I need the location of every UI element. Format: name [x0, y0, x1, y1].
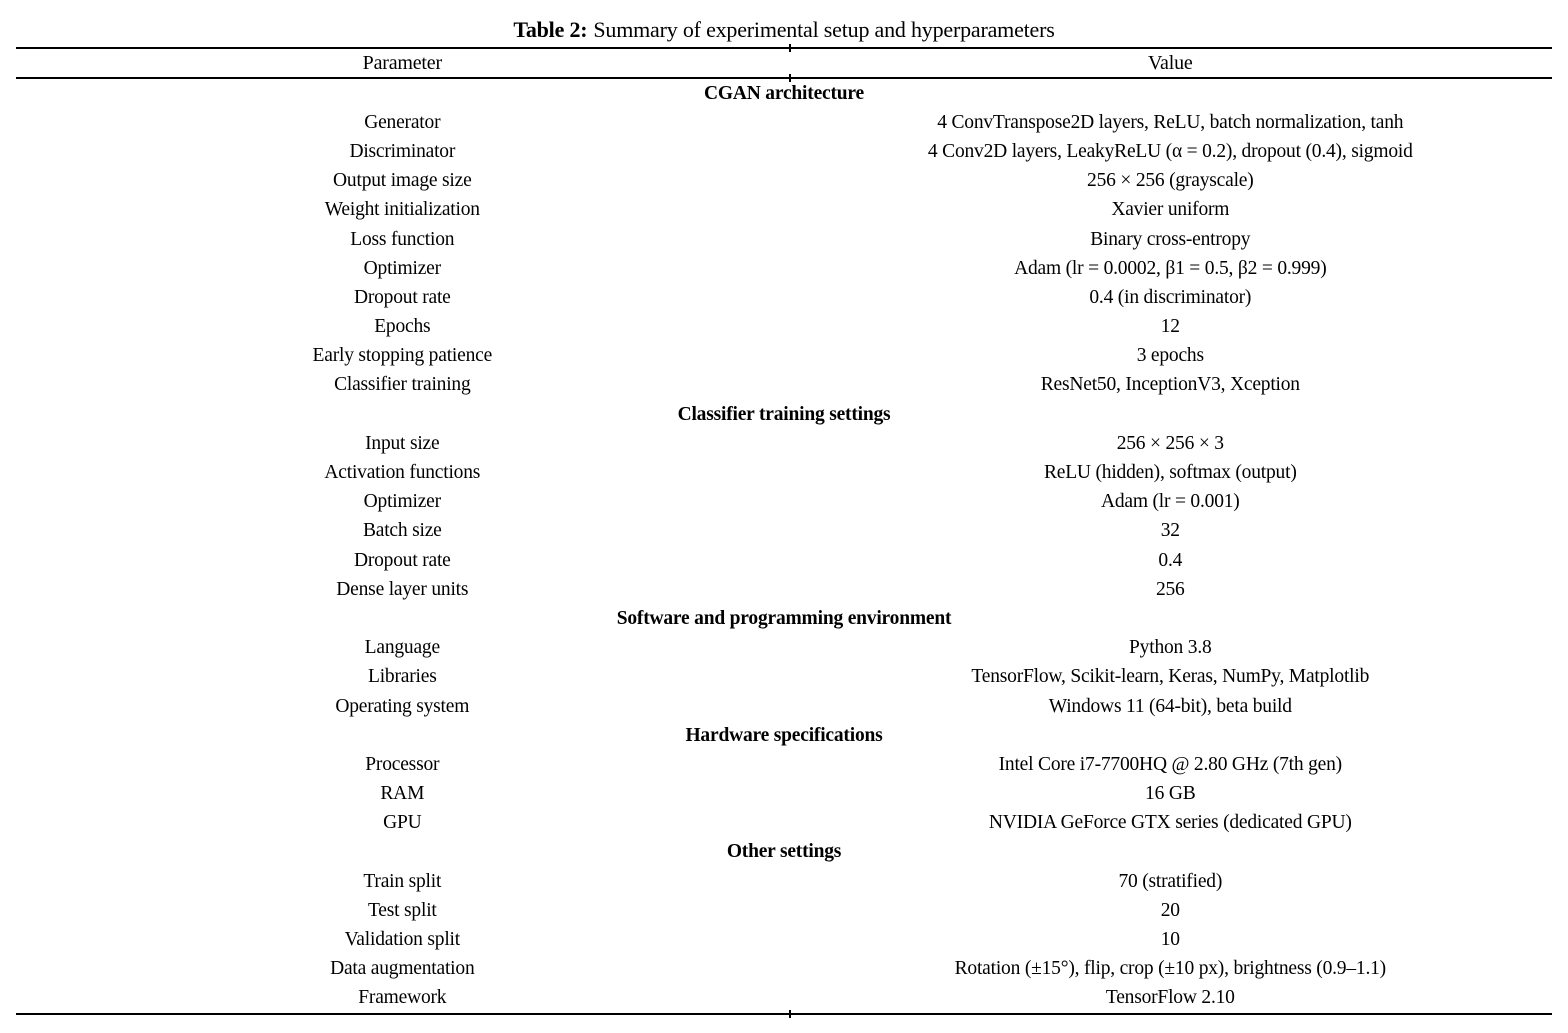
table-header-row	[16, 49, 1552, 77]
table-row	[16, 429, 1552, 458]
table-row	[16, 780, 1552, 809]
table-row	[16, 896, 1552, 925]
table-row	[16, 750, 1552, 779]
value-cell: 3 epochs	[1136, 345, 1204, 367]
parameter-cell: Epochs	[374, 316, 431, 338]
parameter-cell: Dropout rate	[353, 286, 451, 308]
table-row	[16, 342, 1552, 371]
parameter-cell: Weight initialization	[324, 199, 480, 221]
table-row	[16, 283, 1552, 312]
value-cell: ResNet50, InceptionV3, Xception	[1040, 374, 1300, 396]
parameter-cell: Processor	[365, 753, 440, 775]
value-cell: Intel Core i7-7700HQ @ 2.80 GHz (7th gen)	[998, 753, 1342, 775]
table-caption-label: Table 2:	[513, 16, 588, 42]
parameter-cell: Optimizer	[363, 257, 441, 279]
value-cell: Python 3.8	[1129, 637, 1212, 659]
header-rule	[16, 77, 1552, 79]
table-row	[16, 517, 1552, 546]
parameter-cell: Early stopping patience	[312, 345, 493, 367]
table-row	[16, 137, 1552, 166]
parameter-cell: Data augmentation	[330, 958, 475, 980]
parameter-cell: Input size	[365, 432, 440, 454]
value-cell: 0.4	[1158, 549, 1183, 571]
value-cell: Rotation (±15°), flip, crop (±10 px), brightness (0.9–1.1)	[954, 958, 1386, 980]
value-cell: 70 (stratified)	[1118, 870, 1223, 892]
table-row	[16, 313, 1552, 342]
table-row	[16, 167, 1552, 196]
table-caption	[16, 0, 1552, 47]
table-row	[16, 663, 1552, 692]
table-row	[16, 108, 1552, 137]
parameter-cell: Libraries	[368, 666, 437, 688]
parameter-cell: Operating system	[335, 695, 470, 717]
table-row	[16, 458, 1552, 487]
parameter-cell: Dropout rate	[353, 549, 451, 571]
parameter-cell: Language	[364, 637, 440, 659]
table-body	[16, 79, 1552, 1013]
experiment-setup-table	[16, 0, 1552, 1015]
table-row	[16, 809, 1552, 838]
section-header-hardware-specifications: Hardware specifications	[685, 724, 883, 746]
table-row	[16, 955, 1552, 984]
parameter-cell: Validation split	[344, 929, 460, 951]
value-cell: 256 × 256 × 3	[1116, 432, 1224, 454]
parameter-cell: Generator	[364, 111, 441, 133]
column-header-parameter: Parameter	[362, 51, 442, 74]
table-row	[16, 867, 1552, 896]
table-row	[16, 254, 1552, 283]
table-row	[16, 692, 1552, 721]
value-cell: 32	[1160, 520, 1180, 542]
column-divider-tick	[789, 44, 791, 52]
parameter-cell: RAM	[380, 783, 425, 805]
value-cell: 20	[1160, 899, 1180, 921]
value-cell: 16 GB	[1145, 783, 1196, 805]
value-cell: Windows 11 (64-bit), beta build	[1048, 695, 1292, 717]
bottom-rule	[16, 1013, 1552, 1015]
value-cell: Adam (lr = 0.001)	[1100, 491, 1240, 513]
table-row	[16, 225, 1552, 254]
parameter-cell: Activation functions	[324, 462, 481, 484]
top-rule	[16, 47, 1552, 49]
column-divider-tick	[789, 1010, 791, 1018]
parameter-cell: Classifier training	[334, 374, 471, 396]
parameter-cell: Dense layer units	[336, 578, 469, 600]
parameter-cell: Train split	[363, 870, 442, 892]
table-row	[16, 371, 1552, 400]
value-cell: 10	[1160, 929, 1180, 951]
column-divider-tick	[789, 74, 791, 82]
value-cell: ReLU (hidden), softmax (output)	[1043, 462, 1297, 484]
section-header-cgan-architecture: CGAN architecture	[704, 82, 864, 104]
table-row	[16, 634, 1552, 663]
table-caption-text: Summary of experimental setup and hyperparameters	[593, 16, 1055, 42]
value-cell: TensorFlow 2.10	[1105, 987, 1235, 1009]
value-cell: 4 ConvTranspose2D layers, ReLU, batch normalization, tanh	[937, 111, 1404, 133]
value-cell: Xavier uniform	[1111, 199, 1230, 221]
parameter-cell: Loss function	[350, 228, 455, 250]
value-cell: NVIDIA GeForce GTX series (dedicated GPU)	[988, 812, 1352, 834]
table-row	[16, 925, 1552, 954]
parameter-cell: Optimizer	[363, 491, 441, 513]
parameter-cell: GPU	[383, 812, 422, 834]
parameter-cell: Output image size	[333, 170, 472, 192]
value-cell: 12	[1160, 316, 1180, 338]
parameter-cell: Test split	[367, 899, 437, 921]
table-row	[16, 196, 1552, 225]
table-row	[16, 575, 1552, 604]
value-cell: 4 Conv2D layers, LeakyReLU (α = 0.2), dropout (0.4), sigmoid	[927, 140, 1413, 162]
parameter-cell: Framework	[358, 987, 447, 1009]
table-row	[16, 546, 1552, 575]
parameter-cell: Discriminator	[349, 140, 456, 162]
section-header-software-environment: Software and programming environment	[616, 607, 952, 629]
value-cell: 256	[1155, 578, 1185, 600]
parameter-cell: Batch size	[362, 520, 442, 542]
column-header-value: Value	[1148, 51, 1193, 74]
value-cell: Adam (lr = 0.0002, β1 = 0.5, β2 = 0.999)	[1014, 257, 1327, 279]
value-cell: 0.4 (in discriminator)	[1089, 286, 1252, 308]
value-cell: 256 × 256 (grayscale)	[1087, 170, 1254, 192]
value-cell: Binary cross-entropy	[1090, 228, 1251, 250]
section-header-classifier-training-settings: Classifier training settings	[677, 403, 891, 425]
section-header-other-settings: Other settings	[726, 841, 842, 863]
value-cell: TensorFlow, Scikit-learn, Keras, NumPy, Matplotlib	[971, 666, 1370, 688]
table-row	[16, 984, 1552, 1013]
table-row	[16, 488, 1552, 517]
